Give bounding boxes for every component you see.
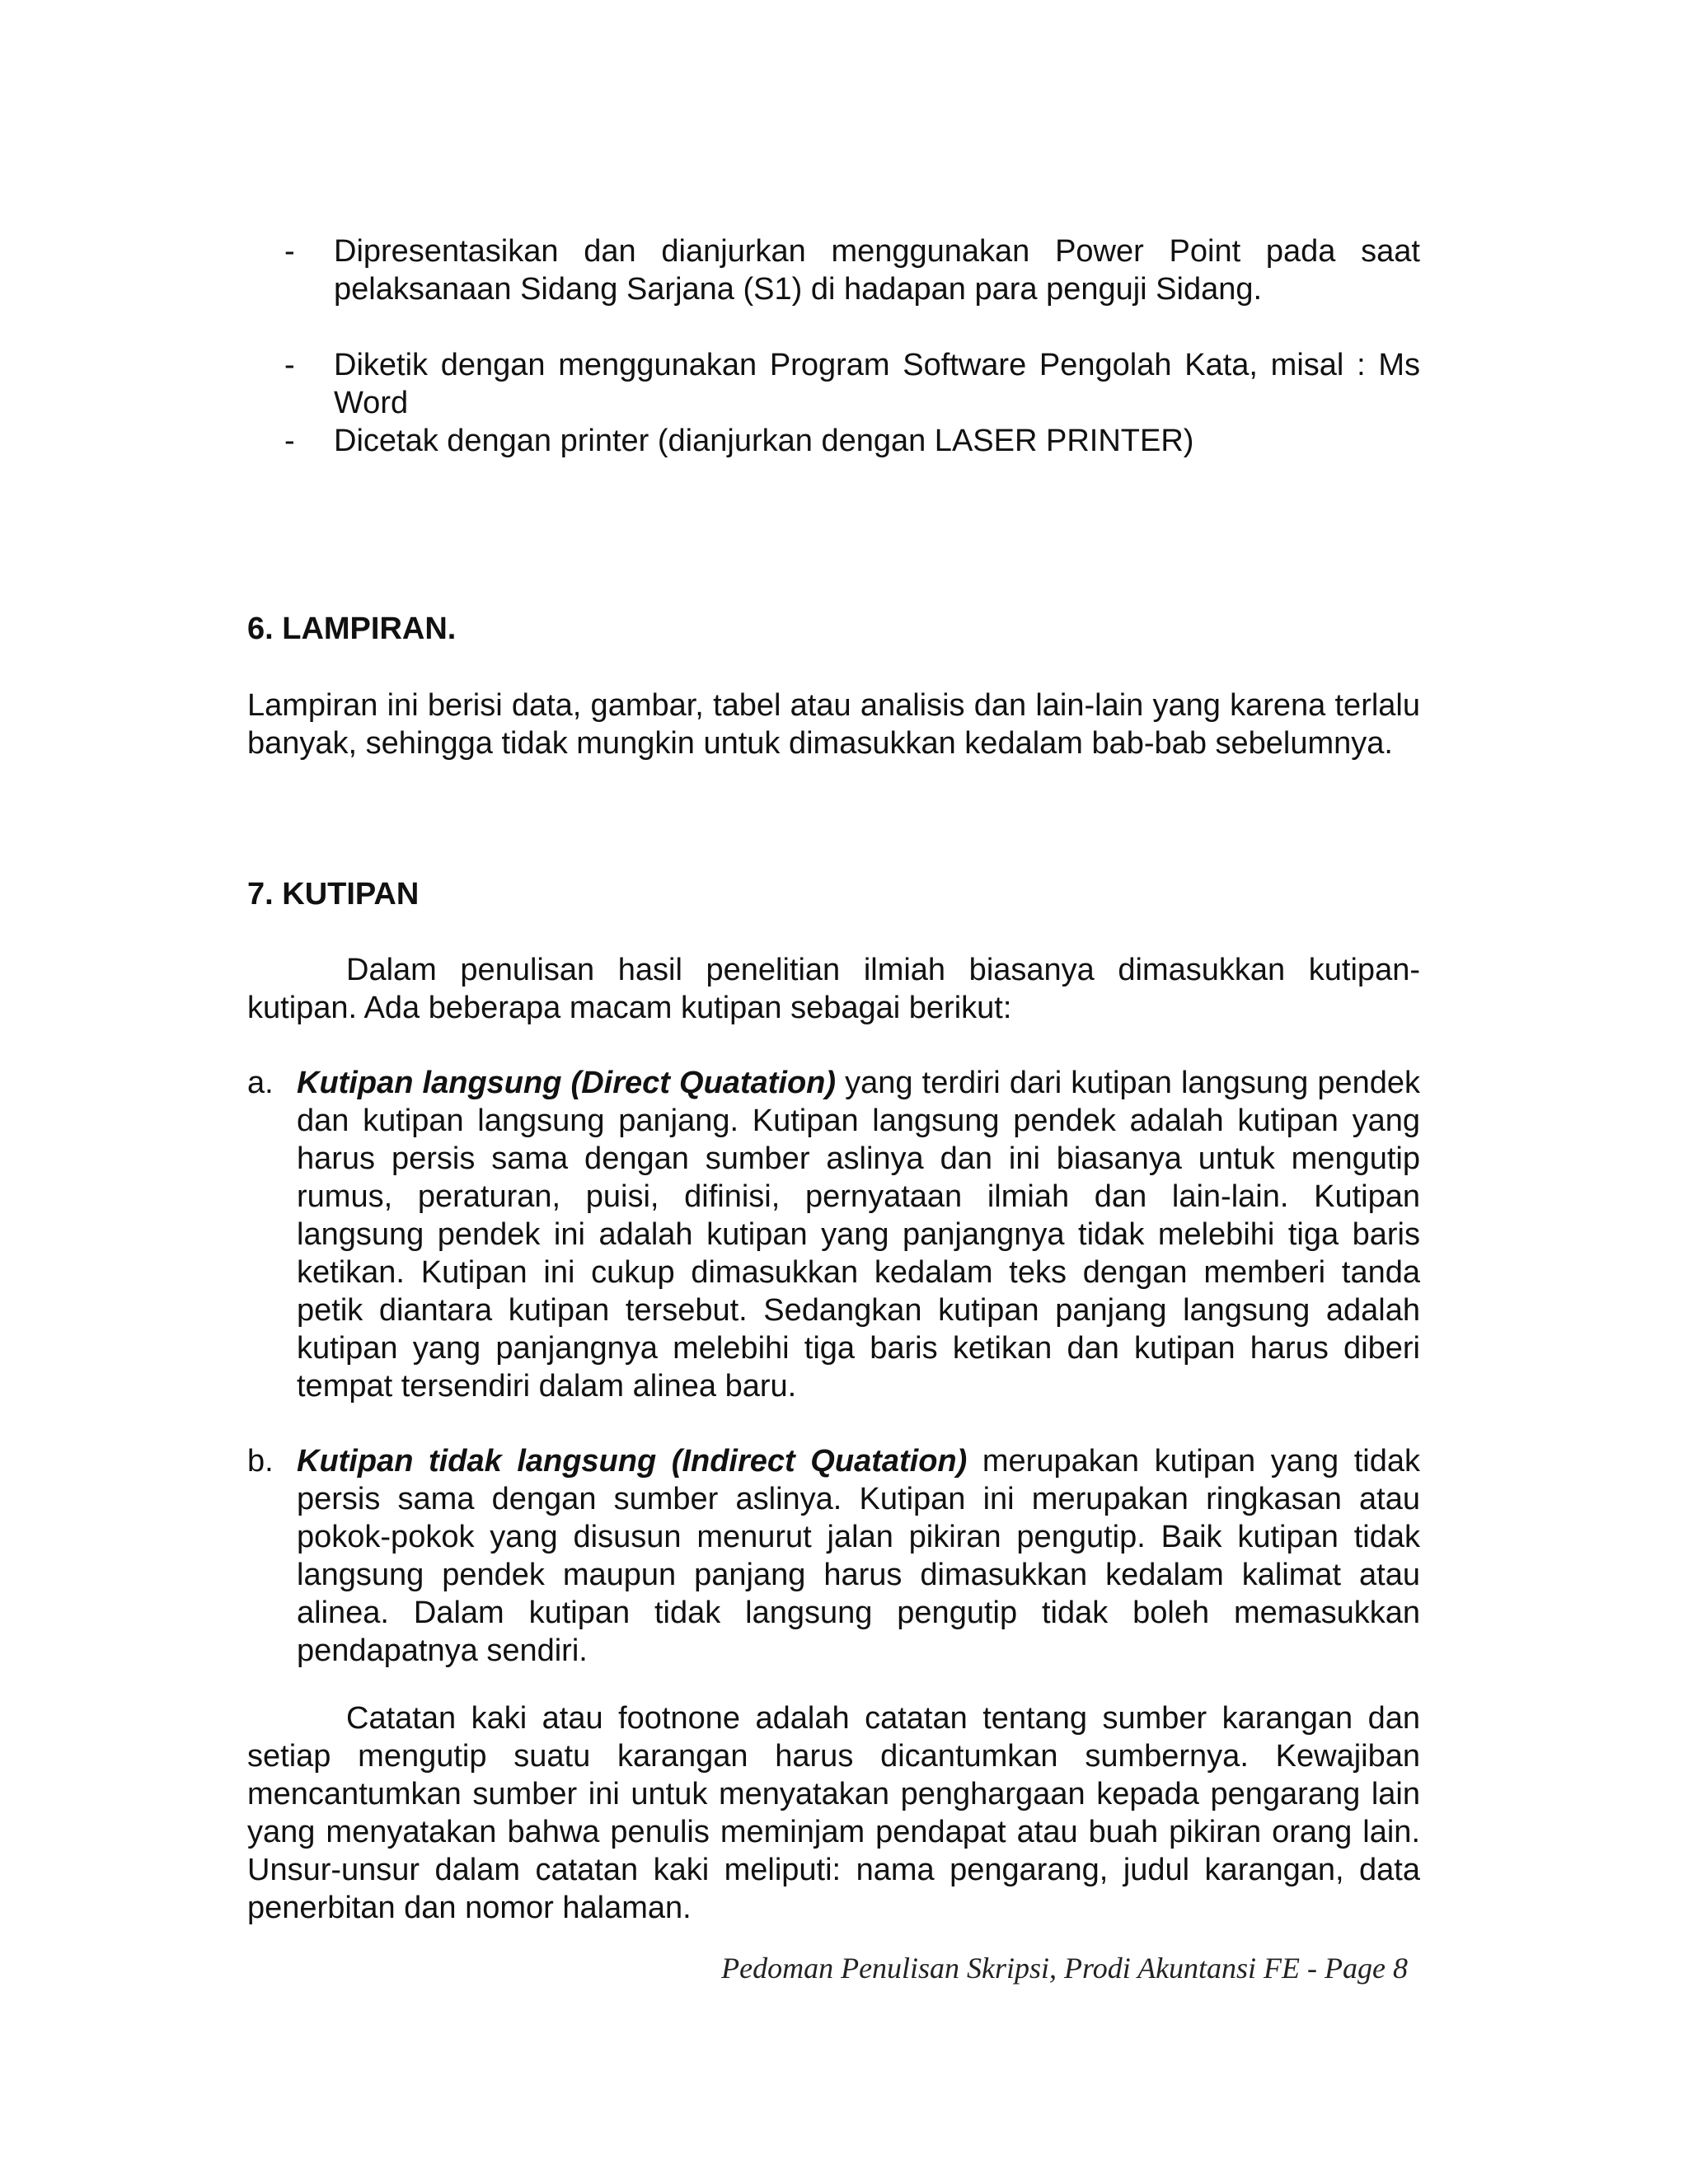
bullet-text: Diketik dengan menggunakan Program Software Pengolah Kata, misal : Ms Word [334,348,1420,420]
bullet-dash: - [284,234,295,269]
bullet-dash: - [284,348,295,382]
bullet-text: Dicetak dengan printer (dianjurkan dengan LASER PRINTER) [334,424,1194,458]
list-label: b. [247,1444,274,1479]
list-label: a. [247,1066,274,1100]
item-description: merupakan kutipan yang tidak persis sama dengan sumber aslinya. Kutipan ini merupakan ringkasan atau pokok-pokok yang disusun menurut jalan pikiran pengutip. Baik kutipan tidak langsung pendek maupun panjang harus dimasukkan kedalam kalimat atau alinea. Dalam kutipan tidak langsung pengutip tidak boleh memasukkan pendapatnya sendiri. [297,1444,1420,1668]
bullet-dash: - [284,424,295,458]
list-item-indirect-quotation [247,1442,1420,1670]
term-direct-quotation: Kutipan langsung (Direct Quatation) [297,1066,837,1100]
term-indirect-quotation: Kutipan tidak langsung (Indirect Quatation) [297,1444,968,1479]
bullet-item [284,232,1420,308]
bullet-text: Dipresentasikan dan dianjurkan menggunakan Power Point pada saat pelaksanaan Sidang Sarjana (S1) di hadapan para penguji Sidang. [334,234,1420,307]
lampiran-paragraph: Lampiran ini berisi data, gambar, tabel atau analisis dan lain-lain yang karena terlalu banyak, sehingga tidak mungkin untuk dimasukkan kedalam bab-bab sebelumnya. [247,688,1420,761]
bullet-item [284,346,1420,422]
kutipan-intro-paragraph: Dalam penulisan hasil penelitian ilmiah biasanya dimasukkan kutipan-kutipan. Ada beberapa macam kutipan sebagai berikut: [247,953,1420,1025]
section-heading-lampiran: 6. LAMPIRAN. [247,612,457,646]
page-footer: Pedoman Penulisan Skripsi, Prodi Akuntansi FE - Page 8 [721,1952,1408,1985]
list-item-direct-quotation [247,1064,1420,1405]
bullet-item [284,422,1420,460]
section-heading-kutipan: 7. KUTIPAN [247,877,420,912]
footnote-paragraph: Catatan kaki atau footnone adalah catatan tentang sumber karangan dan setiap mengutip suatu karangan harus dicantumkan sumbernya. Kewajiban mencantumkan sumber ini untuk menyatakan penghargaan kepada pengarang lain yang menyatakan bahwa penulis meminjam pendapat atau buah pikiran orang lain. Unsur-unsur dalam catatan kaki meliputi: nama pengarang, judul karangan, data penerbitan dan nomor halaman. [247,1701,1420,1925]
item-description: yang terdiri dari kutipan langsung pendek dan kutipan langsung panjang. Kutipan langsung pendek adalah kutipan yang harus persis sama dengan sumber aslinya dan ini biasanya untuk mengutip rumus, peraturan, puisi, difinisi, pernyataan ilmiah dan lain-lain. Kutipan langsung pendek ini adalah kutipan yang panjangnya tidak melebihi tiga baris ketikan. Kutipan ini cukup dimasukkan kedalam teks dengan memberi tanda petik diantara kutipan tersebut. Sedangkan kutipan panjang langsung adalah kutipan yang panjangnya melebihi tiga baris ketikan dan kutipan harus diberi tempat tersendiri dalam alinea baru. [297,1066,1420,1404]
